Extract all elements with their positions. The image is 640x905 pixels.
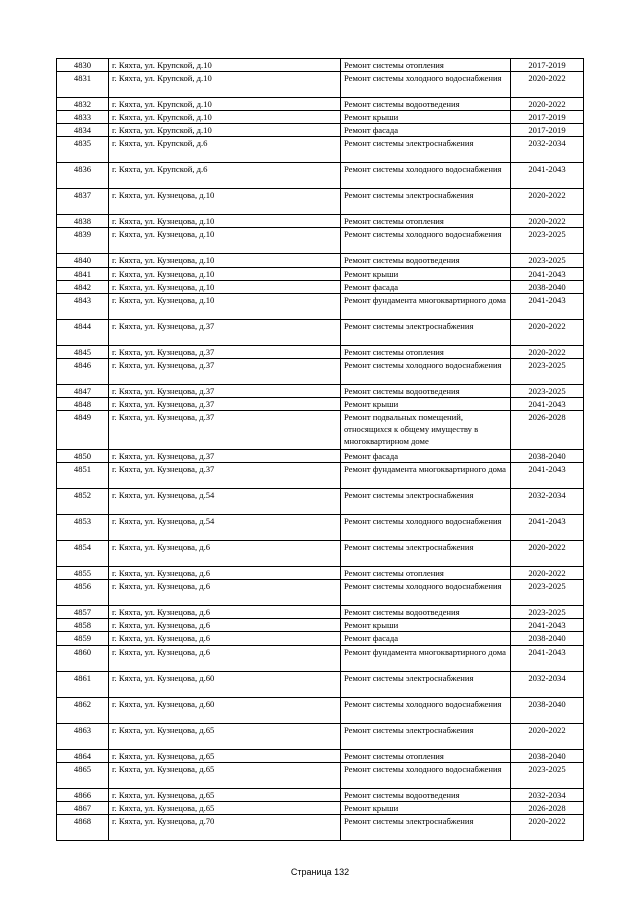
table-row bbox=[57, 267, 584, 280]
table-row bbox=[57, 801, 584, 814]
row-address: г. Кяхта, ул. Кузнецова, д.6 bbox=[109, 619, 341, 632]
table-row bbox=[57, 319, 584, 345]
row-work-type: Ремонт крыши bbox=[341, 267, 511, 280]
row-work-type: Ремонт системы холодного водоснабжения bbox=[341, 358, 511, 384]
row-period: 2041-2043 bbox=[511, 397, 584, 410]
row-number: 4850 bbox=[57, 450, 109, 463]
row-work-type: Ремонт системы электроснабжения bbox=[341, 723, 511, 749]
table-row bbox=[57, 189, 584, 215]
row-work-type: Ремонт системы электроснабжения bbox=[341, 814, 511, 840]
row-number: 4840 bbox=[57, 254, 109, 267]
table-row bbox=[57, 384, 584, 397]
table-row bbox=[57, 345, 584, 358]
row-work-type: Ремонт фасада bbox=[341, 124, 511, 137]
row-period: 2023-2025 bbox=[511, 358, 584, 384]
table-row bbox=[57, 671, 584, 697]
row-address: г. Кяхта, ул. Кузнецова, д.70 bbox=[109, 814, 341, 840]
row-number: 4833 bbox=[57, 111, 109, 124]
row-address: г. Кяхта, ул. Кузнецова, д.10 bbox=[109, 254, 341, 267]
row-period: 2041-2043 bbox=[511, 163, 584, 189]
row-address: г. Кяхта, ул. Кузнецова, д.10 bbox=[109, 280, 341, 293]
row-address: г. Кяхта, ул. Кузнецова, д.37 bbox=[109, 319, 341, 345]
table-row bbox=[57, 515, 584, 541]
row-period: 2020-2022 bbox=[511, 541, 584, 567]
row-address: г. Кяхта, ул. Крупской, д.10 bbox=[109, 124, 341, 137]
table-row bbox=[57, 788, 584, 801]
row-address: г. Кяхта, ул. Кузнецова, д.6 bbox=[109, 632, 341, 645]
row-address: г. Кяхта, ул. Кузнецова, д.6 bbox=[109, 580, 341, 606]
row-period: 2038-2040 bbox=[511, 280, 584, 293]
row-address: г. Кяхта, ул. Кузнецова, д.60 bbox=[109, 697, 341, 723]
row-period: 2020-2022 bbox=[511, 345, 584, 358]
row-work-type: Ремонт системы электроснабжения bbox=[341, 489, 511, 515]
row-period: 2026-2028 bbox=[511, 411, 584, 450]
row-number: 4830 bbox=[57, 59, 109, 72]
table-row bbox=[57, 749, 584, 762]
row-address: г. Кяхта, ул. Кузнецова, д.6 bbox=[109, 541, 341, 567]
row-number: 4845 bbox=[57, 345, 109, 358]
row-number: 4842 bbox=[57, 280, 109, 293]
row-number: 4836 bbox=[57, 163, 109, 189]
row-period: 2017-2019 bbox=[511, 59, 584, 72]
row-period: 2020-2022 bbox=[511, 814, 584, 840]
row-work-type: Ремонт системы электроснабжения bbox=[341, 137, 511, 163]
row-work-type: Ремонт системы отопления bbox=[341, 59, 511, 72]
row-number: 4865 bbox=[57, 762, 109, 788]
table-row bbox=[57, 450, 584, 463]
row-address: г. Кяхта, ул. Кузнецова, д.65 bbox=[109, 749, 341, 762]
row-work-type: Ремонт системы электроснабжения bbox=[341, 541, 511, 567]
row-number: 4837 bbox=[57, 189, 109, 215]
row-period: 2020-2022 bbox=[511, 319, 584, 345]
row-period: 2041-2043 bbox=[511, 645, 584, 671]
row-work-type: Ремонт системы холодного водоснабжения bbox=[341, 72, 511, 98]
table-row bbox=[57, 98, 584, 111]
table-row bbox=[57, 111, 584, 124]
table-row bbox=[57, 293, 584, 319]
row-number: 4864 bbox=[57, 749, 109, 762]
row-work-type: Ремонт системы отопления bbox=[341, 749, 511, 762]
row-address: г. Кяхта, ул. Кузнецова, д.6 bbox=[109, 645, 341, 671]
row-number: 4841 bbox=[57, 267, 109, 280]
row-work-type: Ремонт системы водоотведения bbox=[341, 384, 511, 397]
row-address: г. Кяхта, ул. Кузнецова, д.54 bbox=[109, 489, 341, 515]
row-work-type: Ремонт системы электроснабжения bbox=[341, 189, 511, 215]
row-address: г. Кяхта, ул. Кузнецова, д.37 bbox=[109, 397, 341, 410]
row-address: г. Кяхта, ул. Кузнецова, д.10 bbox=[109, 293, 341, 319]
row-work-type: Ремонт фундамента многоквартирного дома bbox=[341, 463, 511, 489]
row-work-type: Ремонт системы водоотведения bbox=[341, 254, 511, 267]
row-work-type: Ремонт системы отопления bbox=[341, 345, 511, 358]
row-period: 2023-2025 bbox=[511, 762, 584, 788]
row-number: 4838 bbox=[57, 215, 109, 228]
table-row bbox=[57, 463, 584, 489]
table-row bbox=[57, 762, 584, 788]
table-row bbox=[57, 397, 584, 410]
row-number: 4861 bbox=[57, 671, 109, 697]
row-address: г. Кяхта, ул. Крупской, д.6 bbox=[109, 137, 341, 163]
row-address: г. Кяхта, ул. Кузнецова, д.54 bbox=[109, 515, 341, 541]
row-address: г. Кяхта, ул. Кузнецова, д.37 bbox=[109, 411, 341, 450]
table-row bbox=[57, 697, 584, 723]
table-row bbox=[57, 358, 584, 384]
row-work-type: Ремонт фасада bbox=[341, 450, 511, 463]
table-row bbox=[57, 411, 584, 450]
table-row bbox=[57, 254, 584, 267]
row-work-type: Ремонт крыши bbox=[341, 801, 511, 814]
table-row bbox=[57, 280, 584, 293]
row-address: г. Кяхта, ул. Кузнецова, д.10 bbox=[109, 189, 341, 215]
row-period: 2026-2028 bbox=[511, 801, 584, 814]
table-row bbox=[57, 723, 584, 749]
row-period: 2032-2034 bbox=[511, 788, 584, 801]
table-row bbox=[57, 606, 584, 619]
row-address: г. Кяхта, ул. Кузнецова, д.37 bbox=[109, 345, 341, 358]
table-row bbox=[57, 215, 584, 228]
row-period: 2023-2025 bbox=[511, 384, 584, 397]
row-period: 2041-2043 bbox=[511, 619, 584, 632]
row-address: г. Кяхта, ул. Кузнецова, д.6 bbox=[109, 606, 341, 619]
row-number: 4844 bbox=[57, 319, 109, 345]
row-number: 4868 bbox=[57, 814, 109, 840]
row-period: 2023-2025 bbox=[511, 606, 584, 619]
page-number: Страница 132 bbox=[290, 867, 350, 877]
row-work-type: Ремонт системы водоотведения bbox=[341, 788, 511, 801]
row-work-type: Ремонт системы холодного водоснабжения bbox=[341, 163, 511, 189]
row-number: 4847 bbox=[57, 384, 109, 397]
row-address: г. Кяхта, ул. Кузнецова, д.65 bbox=[109, 762, 341, 788]
row-period: 2020-2022 bbox=[511, 98, 584, 111]
table-row bbox=[57, 124, 584, 137]
row-number: 4866 bbox=[57, 788, 109, 801]
row-number: 4863 bbox=[57, 723, 109, 749]
row-period: 2032-2034 bbox=[511, 489, 584, 515]
table-row bbox=[57, 137, 584, 163]
row-period: 2038-2040 bbox=[511, 632, 584, 645]
row-number: 4855 bbox=[57, 567, 109, 580]
capital-repair-table bbox=[56, 58, 584, 841]
row-address: г. Кяхта, ул. Кузнецова, д.37 bbox=[109, 450, 341, 463]
table-row bbox=[57, 163, 584, 189]
row-address: г. Кяхта, ул. Крупской, д.10 bbox=[109, 111, 341, 124]
row-period: 2020-2022 bbox=[511, 72, 584, 98]
row-number: 4852 bbox=[57, 489, 109, 515]
table-row bbox=[57, 72, 584, 98]
row-number: 4857 bbox=[57, 606, 109, 619]
row-address: г. Кяхта, ул. Кузнецова, д.65 bbox=[109, 801, 341, 814]
row-address: г. Кяхта, ул. Кузнецова, д.37 bbox=[109, 463, 341, 489]
row-work-type: Ремонт фасада bbox=[341, 632, 511, 645]
row-work-type: Ремонт системы холодного водоснабжения bbox=[341, 515, 511, 541]
row-work-type: Ремонт системы отопления bbox=[341, 215, 511, 228]
table-row bbox=[57, 567, 584, 580]
row-work-type: Ремонт крыши bbox=[341, 397, 511, 410]
table-body bbox=[57, 59, 584, 841]
row-work-type: Ремонт крыши bbox=[341, 111, 511, 124]
row-number: 4849 bbox=[57, 411, 109, 450]
row-period: 2041-2043 bbox=[511, 463, 584, 489]
row-work-type: Ремонт системы холодного водоснабжения bbox=[341, 580, 511, 606]
row-number: 4846 bbox=[57, 358, 109, 384]
row-number: 4859 bbox=[57, 632, 109, 645]
row-address: г. Кяхта, ул. Кузнецова, д.10 bbox=[109, 215, 341, 228]
row-number: 4832 bbox=[57, 98, 109, 111]
row-period: 2032-2034 bbox=[511, 137, 584, 163]
table-row bbox=[57, 580, 584, 606]
row-number: 4854 bbox=[57, 541, 109, 567]
table-row bbox=[57, 645, 584, 671]
row-address: г. Кяхта, ул. Крупской, д.10 bbox=[109, 72, 341, 98]
row-work-type: Ремонт системы холодного водоснабжения bbox=[341, 762, 511, 788]
row-address: г. Кяхта, ул. Крупской, д.10 bbox=[109, 59, 341, 72]
row-period: 2020-2022 bbox=[511, 215, 584, 228]
row-period: 2038-2040 bbox=[511, 697, 584, 723]
row-address: г. Кяхта, ул. Крупской, д.10 bbox=[109, 98, 341, 111]
row-number: 4839 bbox=[57, 228, 109, 254]
row-work-type: Ремонт подвальных помещений, относящихся к общему имуществу в многоквартирном доме bbox=[341, 411, 511, 450]
row-period: 2023-2025 bbox=[511, 254, 584, 267]
row-number: 4848 bbox=[57, 397, 109, 410]
row-address: г. Кяхта, ул. Кузнецова, д.37 bbox=[109, 358, 341, 384]
row-work-type: Ремонт системы отопления bbox=[341, 567, 511, 580]
row-address: г. Кяхта, ул. Кузнецова, д.37 bbox=[109, 384, 341, 397]
row-number: 4856 bbox=[57, 580, 109, 606]
row-period: 2041-2043 bbox=[511, 515, 584, 541]
row-number: 4853 bbox=[57, 515, 109, 541]
row-number: 4858 bbox=[57, 619, 109, 632]
row-period: 2020-2022 bbox=[511, 567, 584, 580]
row-period: 2041-2043 bbox=[511, 267, 584, 280]
row-work-type: Ремонт системы электроснабжения bbox=[341, 671, 511, 697]
row-address: г. Кяхта, ул. Крупской, д.6 bbox=[109, 163, 341, 189]
row-work-type: Ремонт фундамента многоквартирного дома bbox=[341, 293, 511, 319]
row-address: г. Кяхта, ул. Кузнецова, д.65 bbox=[109, 723, 341, 749]
row-number: 4835 bbox=[57, 137, 109, 163]
table-row bbox=[57, 228, 584, 254]
row-number: 4834 bbox=[57, 124, 109, 137]
row-number: 4843 bbox=[57, 293, 109, 319]
table-row bbox=[57, 632, 584, 645]
row-period: 2017-2019 bbox=[511, 124, 584, 137]
row-work-type: Ремонт фасада bbox=[341, 280, 511, 293]
row-work-type: Ремонт фундамента многоквартирного дома bbox=[341, 645, 511, 671]
row-period: 2020-2022 bbox=[511, 723, 584, 749]
table-row bbox=[57, 814, 584, 840]
row-address: г. Кяхта, ул. Кузнецова, д.65 bbox=[109, 788, 341, 801]
table-row bbox=[57, 541, 584, 567]
row-address: г. Кяхта, ул. Кузнецова, д.6 bbox=[109, 567, 341, 580]
table-row bbox=[57, 59, 584, 72]
row-address: г. Кяхта, ул. Кузнецова, д.10 bbox=[109, 228, 341, 254]
row-number: 4851 bbox=[57, 463, 109, 489]
row-number: 4831 bbox=[57, 72, 109, 98]
row-work-type: Ремонт крыши bbox=[341, 619, 511, 632]
row-work-type: Ремонт системы электроснабжения bbox=[341, 319, 511, 345]
row-work-type: Ремонт системы водоотведения bbox=[341, 606, 511, 619]
row-period: 2038-2040 bbox=[511, 749, 584, 762]
row-number: 4860 bbox=[57, 645, 109, 671]
row-number: 4862 bbox=[57, 697, 109, 723]
row-period: 2023-2025 bbox=[511, 580, 584, 606]
row-number: 4867 bbox=[57, 801, 109, 814]
table-row bbox=[57, 619, 584, 632]
row-work-type: Ремонт системы холодного водоснабжения bbox=[341, 697, 511, 723]
row-period: 2017-2019 bbox=[511, 111, 584, 124]
table-row bbox=[57, 489, 584, 515]
row-period: 2023-2025 bbox=[511, 228, 584, 254]
row-address: г. Кяхта, ул. Кузнецова, д.10 bbox=[109, 267, 341, 280]
row-work-type: Ремонт системы холодного водоснабжения bbox=[341, 228, 511, 254]
row-work-type: Ремонт системы водоотведения bbox=[341, 98, 511, 111]
row-period: 2020-2022 bbox=[511, 189, 584, 215]
row-period: 2041-2043 bbox=[511, 293, 584, 319]
row-period: 2038-2040 bbox=[511, 450, 584, 463]
row-address: г. Кяхта, ул. Кузнецова, д.60 bbox=[109, 671, 341, 697]
row-period: 2032-2034 bbox=[511, 671, 584, 697]
